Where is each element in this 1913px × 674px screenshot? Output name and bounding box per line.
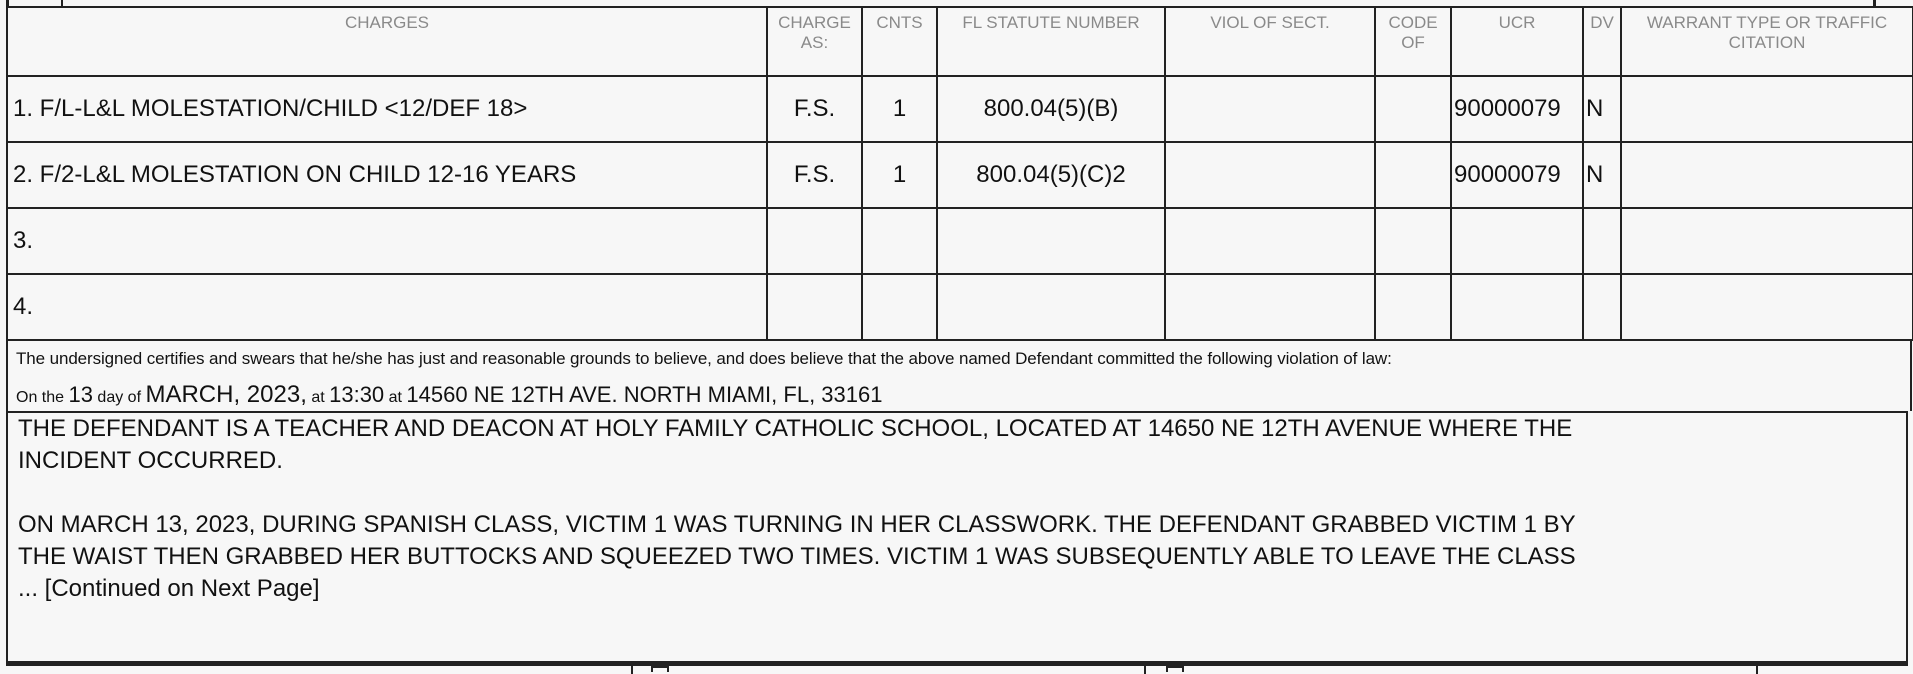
narrative-line: THE DEFENDANT IS A TEACHER AND DEACON AT HOLY FAMILY CATHOLIC SCHOOL, LOCATED AT 14650 NE 12TH AVENUE WHERE THE [18,415,1573,442]
narrative-line: ON MARCH 13, 2023, DURING SPANISH CLASS, VICTIM 1 WAS TURNING IN HER CLASSWORK. THE DEFENDANT GRABBED VICTIM 1 BY [18,511,1576,538]
charge-code [1375,208,1451,274]
charge-description: 2. F/2-L&L MOLESTATION ON CHILD 12-16 YEARS [7,142,767,208]
certification-statement: The undersigned certifies and swears that he/she has just and reasonable grounds to believe, and does believe that the above named Defendant committed the following violation of law: [16,349,1392,368]
charge-warrant [1621,208,1913,274]
charges-header-row [7,7,1913,76]
charge-statute [937,274,1165,340]
charge-dv: N [1583,142,1621,208]
at-label: at [311,389,325,406]
charge-warrant [1621,142,1913,208]
at-label-2: at [388,389,402,406]
charge-description: 1. F/L-L&L MOLESTATION/CHILD <12/DEF 18> [7,76,767,142]
charge-ucr [1451,274,1583,340]
charge-dv [1583,208,1621,274]
charge-row [7,274,1913,340]
charge-code [1375,76,1451,142]
charge-statute: 800.04(5)(C)2 [937,142,1165,208]
header-code: CODE OF [1375,7,1451,76]
charge-description: 4. [7,274,767,340]
header-dv: DV [1583,7,1621,76]
charge-description: 3. [7,208,767,274]
charge-warrant [1621,274,1913,340]
narrative-line: THE WAIST THEN GRABBED HER BUTTOCKS AND SQUEEZED TWO TIMES. VICTIM 1 WAS SUBSEQUENTLY ABLE TO LEAVE THE CLASS [18,543,1576,570]
charge-as: F.S. [767,76,862,142]
charge-warrant [1621,76,1913,142]
charges-table [6,6,1913,341]
header-charge-as: CHARGE AS: [767,7,862,76]
next-section-border [6,663,1908,674]
charge-counts: 1 [862,142,937,208]
charge-viol [1165,274,1375,340]
header-statute: FL STATUTE NUMBER [937,7,1165,76]
day-of-label: day of [97,389,142,406]
charge-statute [937,208,1165,274]
charge-as [767,208,862,274]
charge-row [7,208,1913,274]
charge-counts [862,208,937,274]
violation-date-location [16,381,882,409]
narrative-line: INCIDENT OCCURRED. [18,447,283,474]
charge-row [7,142,1913,208]
charge-ucr [1451,208,1583,274]
charge-row [7,76,1913,142]
charge-viol [1165,208,1375,274]
narrative-box [6,411,1908,663]
charge-viol [1165,142,1375,208]
violation-day: 13 [68,382,93,407]
on-the-label: On the [16,389,65,406]
header-cnts: CNTS [862,7,937,76]
violation-month-year: MARCH, 2023, [145,381,307,408]
charge-counts: 1 [862,76,937,142]
charge-dv: N [1583,76,1621,142]
certification-section [6,341,1912,411]
header-warrant: WARRANT TYPE OR TRAFFIC CITATION [1621,7,1913,76]
charge-ucr: 90000079 [1451,76,1583,142]
charge-dv [1583,274,1621,340]
charge-code [1375,274,1451,340]
violation-location: 14560 NE 12TH AVE. NORTH MIAMI, FL, 33161 [406,382,883,407]
charge-viol [1165,76,1375,142]
header-charges: CHARGES [7,7,767,76]
charge-as: F.S. [767,142,862,208]
charge-code [1375,142,1451,208]
charge-counts [862,274,937,340]
header-ucr: UCR [1451,7,1583,76]
charge-ucr: 90000079 [1451,142,1583,208]
narrative-continued: ... [Continued on Next Page] [18,575,320,602]
charge-statute: 800.04(5)(B) [937,76,1165,142]
charge-as [767,274,862,340]
violation-time: 13:30 [329,382,385,407]
header-viol: VIOL OF SECT. [1165,7,1375,76]
